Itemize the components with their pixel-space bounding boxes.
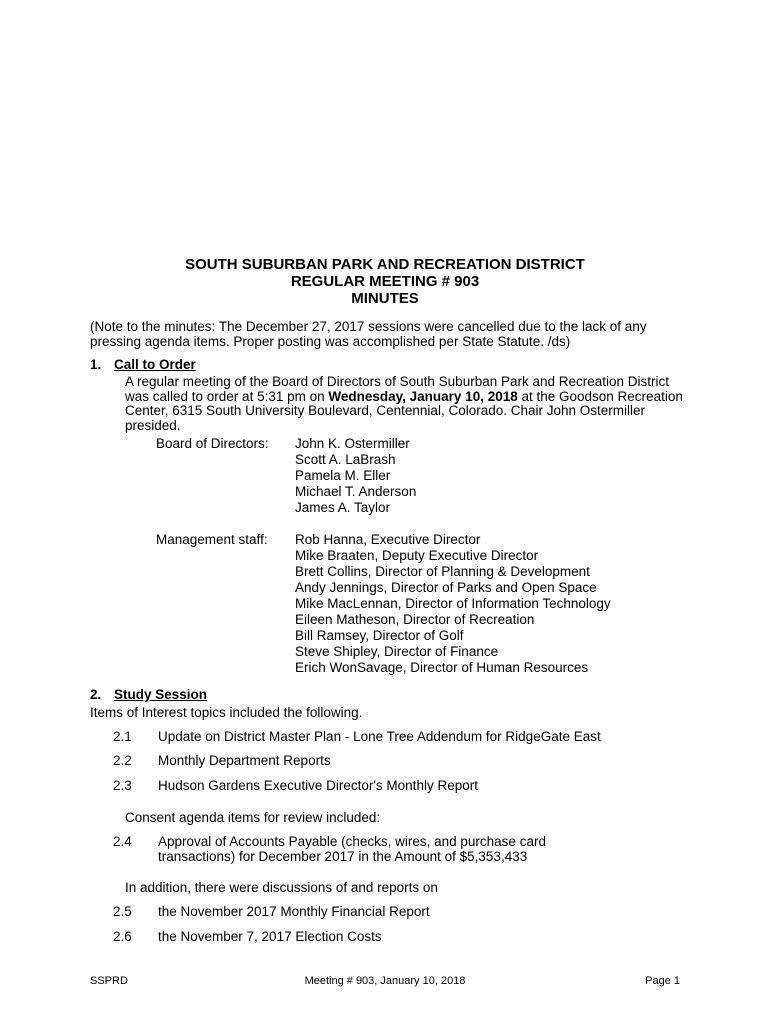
minutes-note: (Note to the minutes: The December 27, 2017 sessions were cancelled due to the lack of any pressing agenda items. Proper posting was accomplished per State Statute. /ds) [90, 319, 647, 349]
call-to-order-paragraph [125, 375, 685, 433]
item-text: Hudson Gardens Executive Director's Monthly Report [158, 778, 478, 793]
board-list [295, 436, 416, 516]
board-member: James A. Taylor [295, 500, 391, 515]
staff-member: Steve Shipley, Director of Finance [295, 644, 499, 659]
section-1-heading [90, 357, 196, 372]
staff-member: Bill Ramsey, Director of Golf [295, 628, 464, 643]
section-2-heading [90, 687, 207, 702]
staff-member: Rob Hanna, Executive Director [295, 532, 481, 547]
item-number: 2.4 [113, 834, 132, 849]
board-member: Michael T. Anderson [295, 484, 417, 499]
item-text: Monthly Department Reports [158, 753, 331, 768]
minutes-title: MINUTES [351, 290, 419, 307]
staff-member: Mike MacLennan, Director of Information Technology [295, 596, 611, 611]
item-number: 2.1 [113, 729, 132, 744]
item-text: the November 2017 Monthly Financial Report [158, 904, 430, 919]
meeting-date: Wednesday, January 10, 2018 [328, 388, 518, 404]
item-text: Approval of Accounts Payable (checks, wires, and purchase card transactions) for December 2017 in the Amount of $5,353,433 [158, 834, 546, 864]
item-number: 2.3 [113, 778, 132, 793]
section-title: Study Session [114, 687, 208, 702]
footer-left: SSPRD [90, 975, 128, 987]
consent-intro: Consent agenda items for review included: [125, 810, 381, 825]
item-number: 2.6 [113, 929, 132, 944]
paragraph-text: A regular meeting of the Board of Directors of South Suburban Park and Recreation District was called to order at 5:31 pm on [125, 374, 670, 404]
item-number: 2.5 [113, 904, 132, 919]
paragraph-text: at the Goodson Recreation Center, 6315 South University Boulevard, Centennial, Colorado. Chair John Ostermiller presided. [125, 388, 683, 433]
item-text: Update on District Master Plan - Lone Tree Addendum for RidgeGate East [158, 729, 601, 744]
staff-member: Andy Jennings, Director of Parks and Open Space [295, 580, 597, 595]
staff-member: Brett Collins, Director of Planning & Development [295, 564, 590, 579]
staff-member: Eileen Matheson, Director of Recreation [295, 612, 535, 627]
item-number: 2.2 [113, 753, 132, 768]
staff-member: Erich WonSavage, Director of Human Resources [295, 660, 589, 675]
board-member: Scott A. LaBrash [295, 452, 396, 467]
district-title: SOUTH SUBURBAN PARK AND RECREATION DISTRICT [185, 256, 585, 273]
board-label: Board of Directors: [156, 436, 269, 451]
board-member: John K. Ostermiller [295, 436, 410, 451]
section-number: 1. [90, 357, 102, 372]
additional-intro: In addition, there were discussions of and reports on [125, 880, 438, 895]
study-session-intro: Items of Interest topics included the following. [90, 705, 363, 720]
section-number: 2. [90, 687, 102, 702]
item-text: the November 7, 2017 Election Costs [158, 929, 382, 944]
staff-label: Management staff: [156, 532, 268, 547]
footer-center: Meeting # 903, January 10, 2018 [304, 975, 466, 987]
footer-page-number: Page 1 [645, 975, 680, 987]
staff-list [295, 532, 611, 676]
staff-member: Mike Braaten, Deputy Executive Director [295, 548, 539, 563]
board-member: Pamela M. Eller [295, 468, 391, 483]
section-title: Call to Order [114, 357, 196, 372]
meeting-title: REGULAR MEETING # 903 [290, 273, 480, 290]
